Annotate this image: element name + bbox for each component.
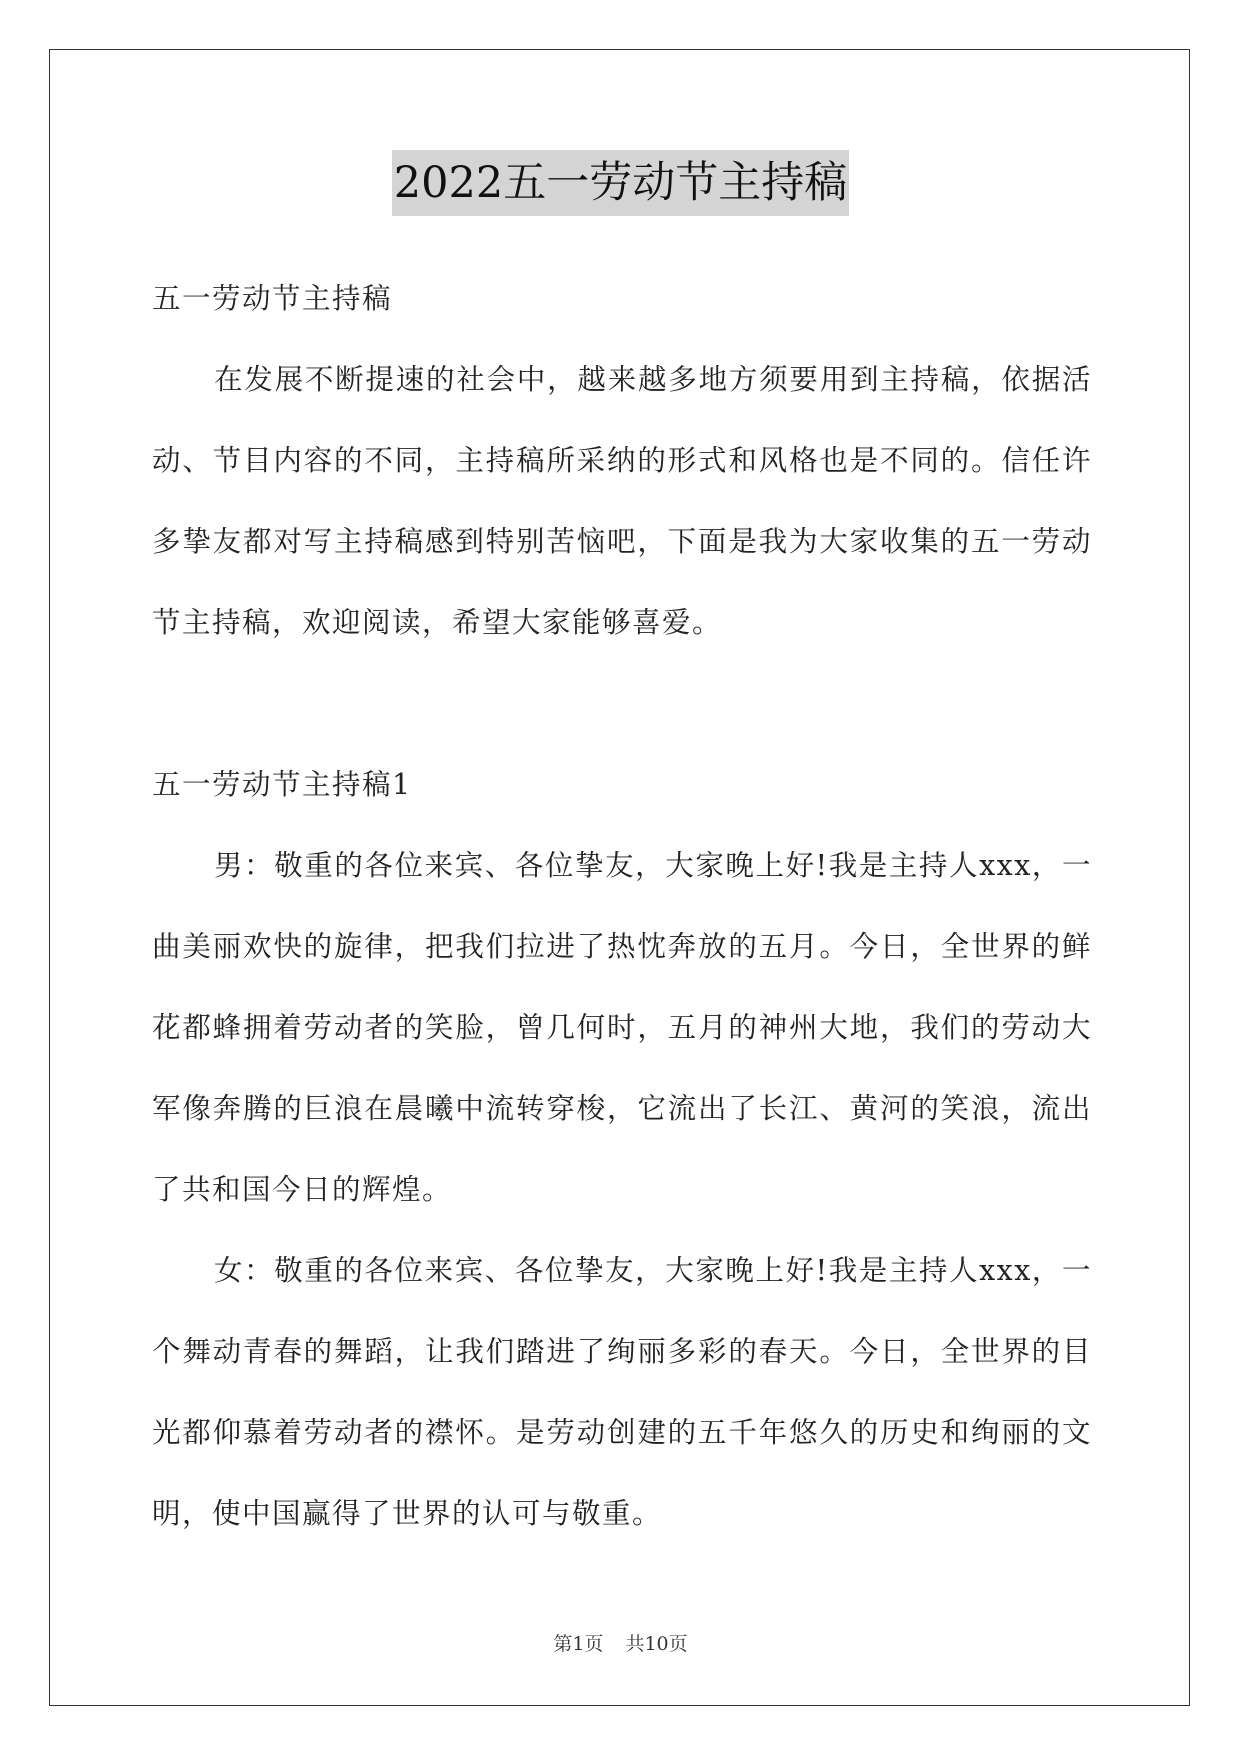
page-number: 第1页 [553,1633,604,1655]
section-heading: 五一劳动节主持稿1 [152,768,412,801]
female-host-paragraph: 女：敬重的各位来宾、各位挚友，大家晚上好!我是主持人xxx，一个舞动青春的舞蹈，让我们踏进了绚丽多彩的春天。今日，全世界的目光都仰慕着劳动者的襟怀。是劳动创建的五千年悠久的历史和绚丽的文明，使中国赢得了世界的认可与敬重。 [152,1254,1092,1530]
document-body [152,258,1092,1554]
title-wrap [0,150,1241,216]
male-host-paragraph: 男：敬重的各位来宾、各位挚友，大家晚上好!我是主持人xxx，一曲美丽欢快的旋律，把我们拉进了热忱奔放的五月。今日，全世界的鲜花都蜂拥着劳动者的笑脸，曾几何时，五月的神州大地，我们的劳动大军像奔腾的巨浪在晨曦中流转穿梭，它流出了长江、黄河的笑浪，流出了共和国今日的辉煌。 [152,849,1092,1206]
page-total: 共10页 [625,1633,688,1655]
section-heading: 五一劳动节主持稿 [152,282,393,315]
page-footer [0,1629,1241,1656]
section-gap [152,663,1092,744]
document-title: 2022五一劳动节主持稿 [392,150,849,216]
intro-paragraph: 在发展不断提速的社会中，越来越多地方须要用到主持稿，依据活动、节目内容的不同，主持稿所采纳的形式和风格也是不同的。信任许多挚友都对写主持稿感到特别苦恼吧，下面是我为大家收集的五一劳动节主持稿，欢迎阅读，希望大家能够喜爱。 [152,363,1092,639]
